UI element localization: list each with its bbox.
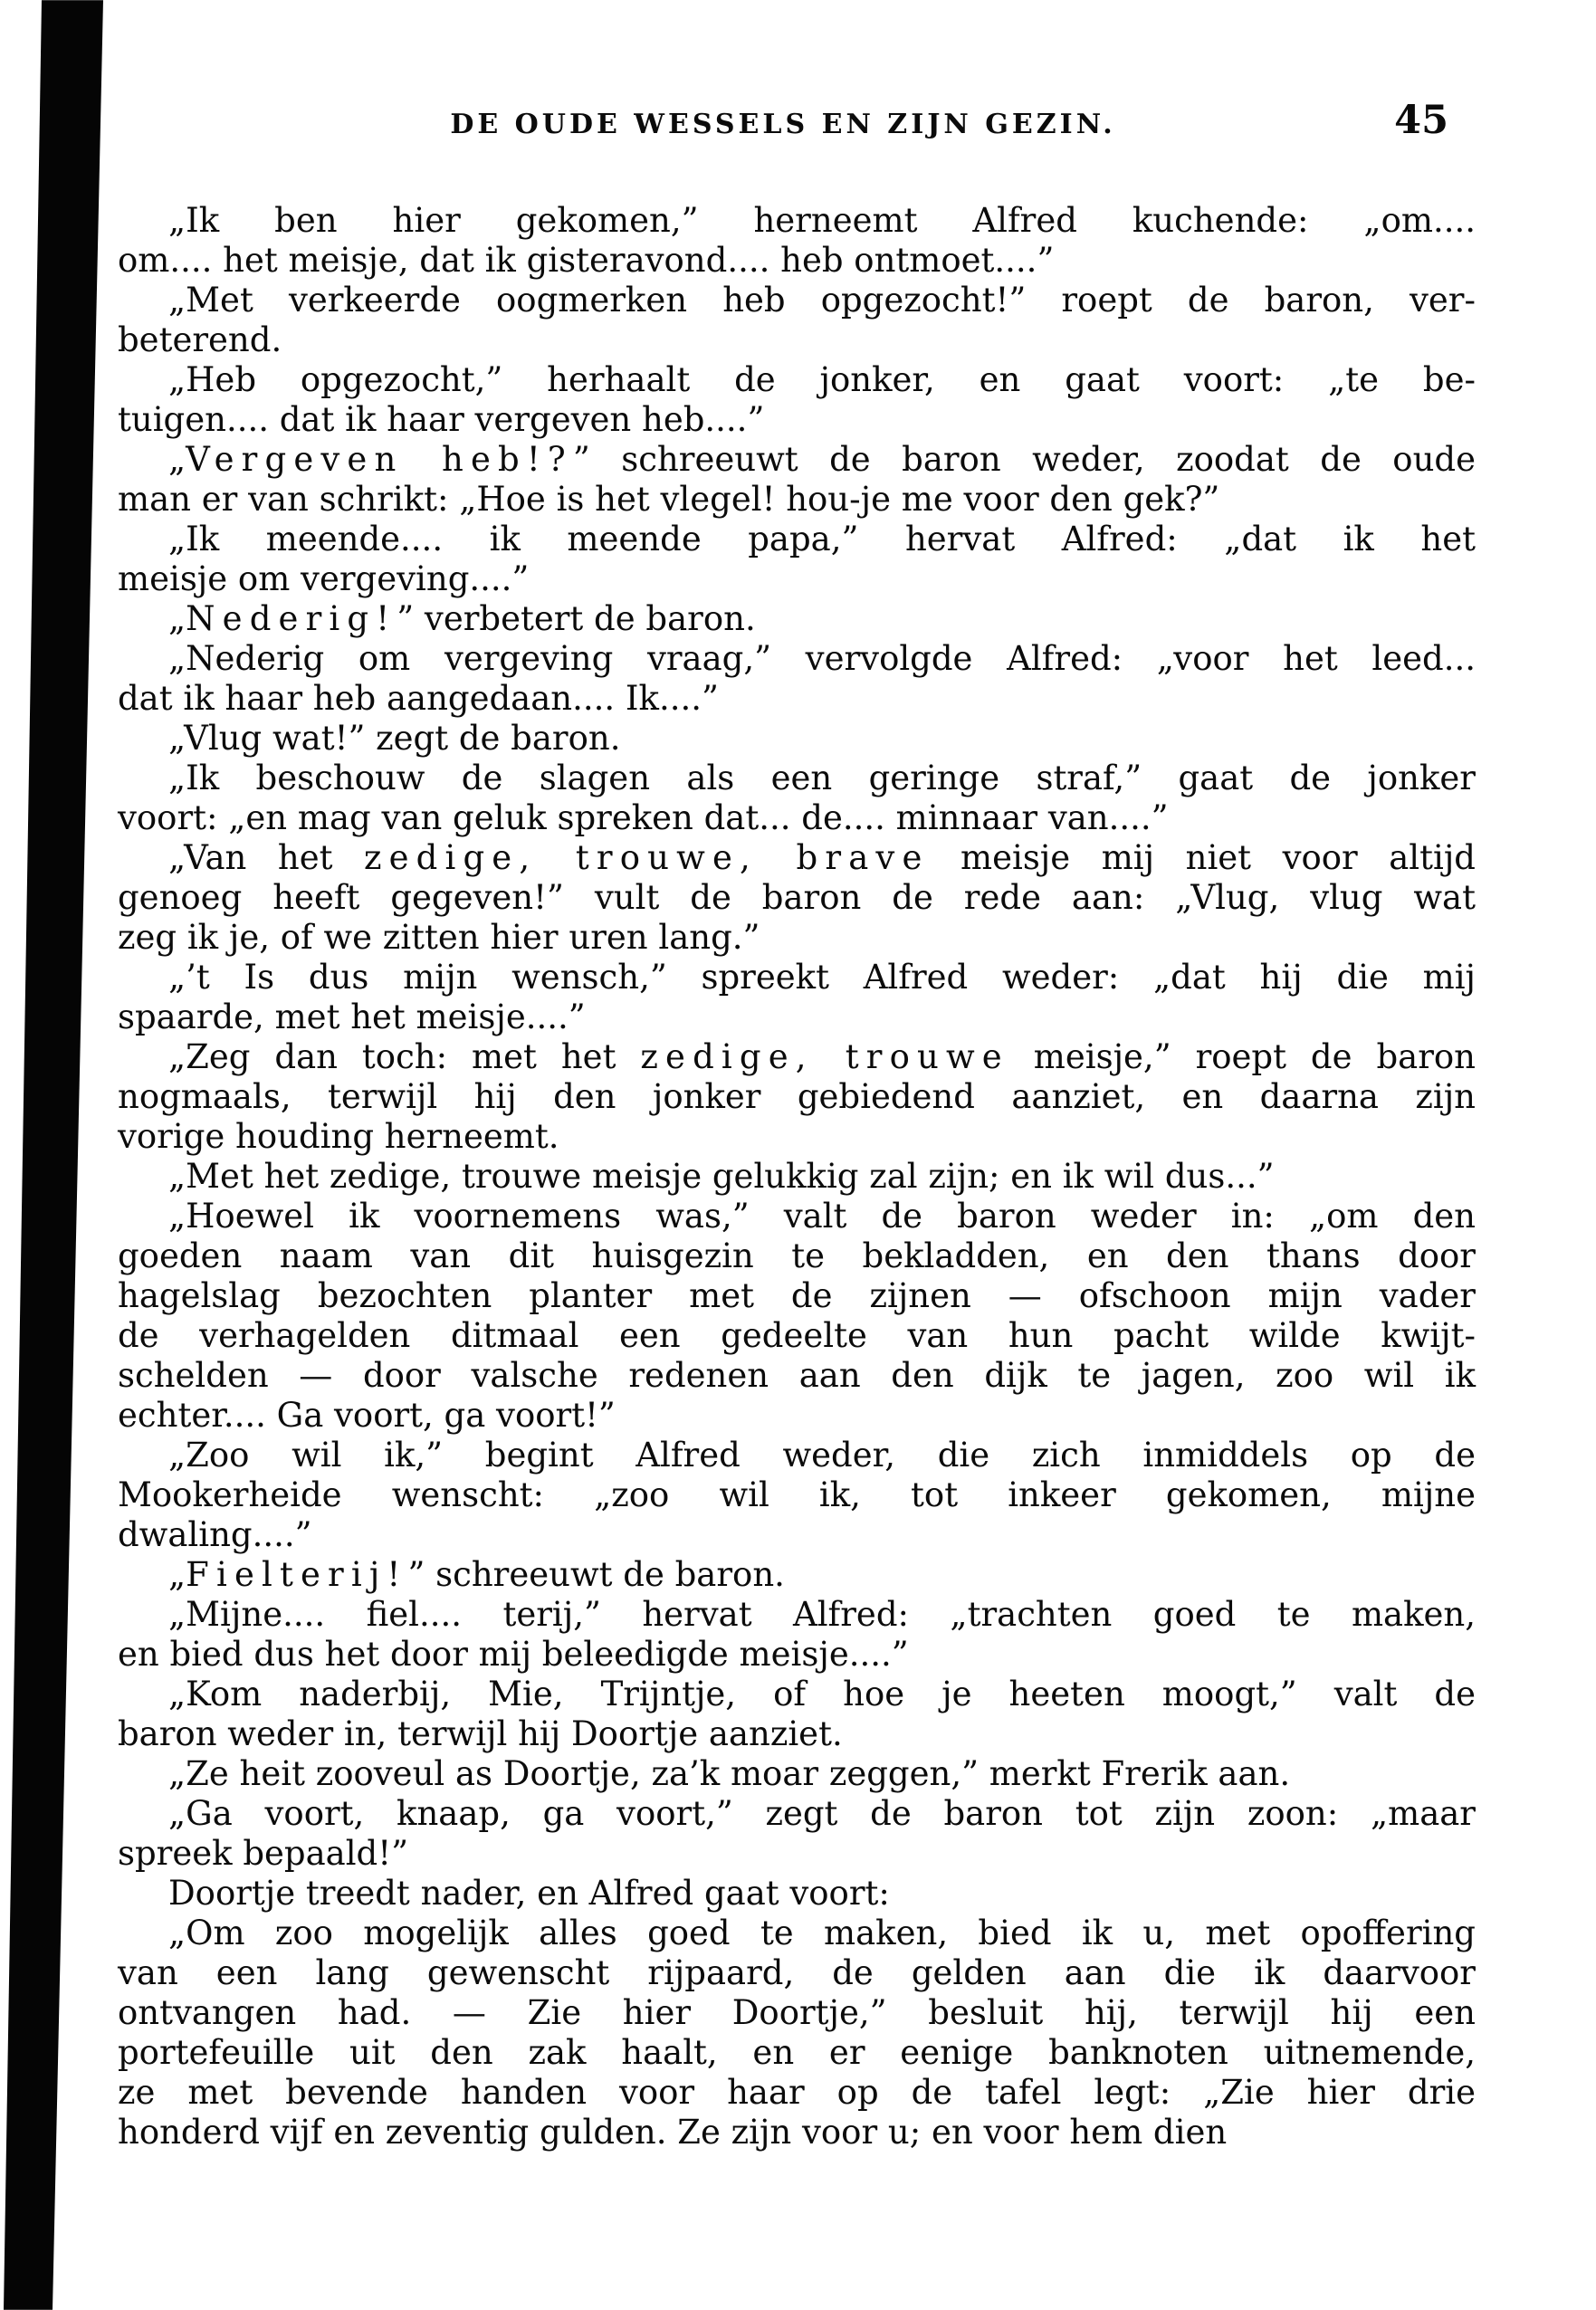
text-line <box>118 440 1476 480</box>
text-segment: ” verbetert de baron. <box>397 599 756 638</box>
paragraph <box>118 1874 1476 1914</box>
text-segment: meisje,” roept de baron <box>1008 1037 1476 1076</box>
text-segment: „Ik meende.... ik meende papa,” hervat Alfred: „dat ik het <box>168 520 1476 558</box>
paragraph <box>118 1914 1476 2152</box>
text-segment: „Met het zedige, trouwe meisje gelukkig zal zijn; en ik wil dus...” <box>168 1157 1275 1196</box>
text-line <box>118 1675 1476 1714</box>
text-line <box>118 360 1476 400</box>
text-segment: echter.... Ga voort, ga voort!” <box>118 1396 616 1435</box>
text-line <box>118 2113 1476 2152</box>
paragraph <box>118 360 1476 440</box>
text-line <box>118 1236 1476 1276</box>
text-line <box>118 2073 1476 2113</box>
text-line <box>118 400 1476 440</box>
text-line <box>118 1356 1476 1396</box>
text-line <box>118 1555 1476 1595</box>
text-line <box>118 1754 1476 1794</box>
text-segment: voort: „en mag van geluk spreken dat... de.... minnaar van....” <box>118 798 1169 837</box>
paragraph <box>118 599 1476 639</box>
text-line <box>118 1794 1476 1834</box>
text-line <box>118 998 1476 1037</box>
paragraph <box>118 520 1476 599</box>
text-line <box>118 719 1476 759</box>
text-segment: beterend. <box>118 320 282 359</box>
text-segment: nogmaals, terwijl hij den jonker gebiedend aanziet, en daarna zijn <box>118 1077 1476 1116</box>
text-line <box>118 1157 1476 1197</box>
paragraph <box>118 1754 1476 1794</box>
text-segment: „Zoo wil ik,” begint Alfred weder, die zich inmiddels op de <box>168 1436 1476 1475</box>
text-line <box>118 559 1476 599</box>
text-segment: „ <box>168 1555 186 1594</box>
paragraph <box>118 1595 1476 1675</box>
text-line <box>118 1436 1476 1475</box>
text-segment: man er van schrikt: „Hoe is het vlegel! hou-je me voor den gek?” <box>118 480 1220 519</box>
letterspaced-text: Nederig! <box>186 599 397 638</box>
text-line <box>118 1993 1476 2033</box>
text-line <box>118 2033 1476 2073</box>
text-segment: tuigen.... dat ik haar vergeven heb....” <box>118 400 765 439</box>
text-segment: „Ik beschouw de slagen als een geringe straf,” gaat de jonker <box>168 759 1476 797</box>
letterspaced-text: Fielterij! <box>186 1555 408 1594</box>
text-segment: ontvangen had. — Zie hier Doortje,” besluit hij, terwijl hij een <box>118 1993 1476 2032</box>
text-segment: honderd vijf en zeventig gulden. Ze zijn voor u; en voor hem dien <box>118 2113 1228 2152</box>
running-header-title: DE OUDE WESSELS EN ZIJN GEZIN. <box>450 109 1116 140</box>
letterspaced-text: Vergeven heb!? <box>186 440 573 479</box>
text-line <box>118 1874 1476 1914</box>
text-line <box>118 1953 1476 1993</box>
text-segment: van een lang gewenscht rijpaard, de gelden aan die ik daarvoor <box>118 1953 1476 1992</box>
text-segment: „Ga voort, knaap, ga voort,” zegt de baron tot zijn zoon: „maar <box>168 1794 1476 1833</box>
text-segment: „Hoewel ik voornemens was,” valt de baron weder in: „om den <box>168 1197 1476 1236</box>
text-line <box>118 1914 1476 1953</box>
letterspaced-text: zedige, trouwe <box>640 1037 1009 1076</box>
text-line <box>118 520 1476 559</box>
text-line <box>118 1714 1476 1754</box>
page-body-text <box>118 201 1476 2152</box>
text-line <box>118 1037 1476 1077</box>
text-segment: Doortje treedt nader, en Alfred gaat voort: <box>168 1874 890 1913</box>
text-line <box>118 201 1476 241</box>
text-segment: portefeuille uit den zak haalt, en er eenige banknoten uitnemende, <box>118 2033 1476 2072</box>
text-line <box>118 679 1476 719</box>
text-segment: „Zeg dan toch: met het <box>168 1037 641 1076</box>
text-line <box>118 599 1476 639</box>
text-segment: om.... het meisje, dat ik gisteravond.... heb ontmoet....” <box>118 241 1055 280</box>
text-segment: „Heb opgezocht,” herhaalt de jonker, en gaat voort: „te be- <box>168 360 1476 399</box>
text-line <box>118 918 1476 958</box>
text-segment: „Om zoo mogelijk alles goed te maken, bied ik u, met opoffering <box>168 1914 1476 1952</box>
text-segment: dat ik haar heb aangedaan.... Ik....” <box>118 679 719 718</box>
paragraph <box>118 1436 1476 1555</box>
text-segment: „Met verkeerde oogmerken heb opgezocht!” roept de baron, ver- <box>168 281 1476 320</box>
text-segment: „ <box>168 599 186 638</box>
paragraph <box>118 838 1476 958</box>
text-segment: zeg ik je, of we zitten hier uren lang.” <box>118 918 760 957</box>
text-line <box>118 798 1476 838</box>
text-segment: en bied dus het door mij beleedigde meisje....” <box>118 1635 909 1674</box>
text-line <box>118 878 1476 918</box>
text-line <box>118 639 1476 679</box>
text-segment: baron weder in, terwijl hij Doortje aanziet. <box>118 1714 843 1753</box>
paragraph <box>118 1037 1476 1157</box>
text-segment: genoeg heeft gegeven!” vult de baron de rede aan: „Vlug, vlug wat <box>118 878 1476 917</box>
paragraph <box>118 281 1476 360</box>
text-segment: „Kom naderbij, Mie, Trijntje, of hoe je heeten moogt,” valt de <box>168 1675 1476 1713</box>
text-line <box>118 480 1476 520</box>
text-segment: spreek bepaald!” <box>118 1834 409 1873</box>
text-segment: „Van het <box>168 838 365 877</box>
text-line <box>118 1834 1476 1874</box>
paragraph <box>118 958 1476 1037</box>
text-segment: ” schreeuwt de baron weder, zoodat de oude <box>572 440 1476 479</box>
text-line <box>118 1117 1476 1157</box>
text-line <box>118 838 1476 878</box>
text-line <box>118 1276 1476 1316</box>
text-line <box>118 1515 1476 1555</box>
page-number: 45 <box>1394 98 1448 143</box>
paragraph <box>118 201 1476 281</box>
paragraph <box>118 1555 1476 1595</box>
text-segment: goeden naam van dit huisgezin te bekladden, en den thans door <box>118 1236 1476 1275</box>
text-segment: spaarde, met het meisje....” <box>118 998 586 1036</box>
paragraph <box>118 1675 1476 1754</box>
text-segment: „’t Is dus mijn wensch,” spreekt Alfred weder: „dat hij die mij <box>168 958 1476 997</box>
text-segment: vorige houding herneemt. <box>118 1117 559 1156</box>
paragraph <box>118 719 1476 759</box>
text-line <box>118 281 1476 320</box>
text-segment: hagelslag bezochten planter met de zijnen — ofschoon mijn vader <box>118 1276 1476 1315</box>
text-segment: „Nederig om vergeving vraag,” vervolgde Alfred: „voor het leed... <box>168 639 1476 678</box>
text-segment: ze met bevende handen voor haar op de tafel legt: „Zie hier drie <box>118 2073 1476 2112</box>
text-line <box>118 1635 1476 1675</box>
text-segment: „Mijne.... fiel.... terij,” hervat Alfred: „trachten goed te maken, <box>168 1595 1476 1634</box>
text-line <box>118 1316 1476 1356</box>
text-segment: dwaling....” <box>118 1515 312 1554</box>
text-segment: „Vlug wat!” zegt de baron. <box>168 719 621 758</box>
text-line <box>118 1475 1476 1515</box>
text-segment: „ <box>168 440 186 479</box>
text-line <box>118 759 1476 798</box>
letterspaced-text: zedige, trouwe, brave <box>364 838 930 877</box>
text-line <box>118 320 1476 360</box>
text-segment: de verhagelden ditmaal een gedeelte van hun pacht wilde kwijt- <box>118 1316 1476 1355</box>
text-segment: schelden — door valsche redenen aan den dijk te jagen, zoo wil ik <box>118 1356 1476 1395</box>
paragraph <box>118 1197 1476 1436</box>
paragraph <box>118 639 1476 719</box>
paragraph <box>118 440 1476 520</box>
paragraph <box>118 1157 1476 1197</box>
text-line <box>118 1396 1476 1436</box>
text-segment: Mookerheide wenscht: „zoo wil ik, tot inkeer gekomen, mijne <box>118 1475 1476 1514</box>
text-line <box>118 1595 1476 1635</box>
text-line <box>118 241 1476 281</box>
text-segment: ” schreeuwt de baron. <box>407 1555 785 1594</box>
text-segment: meisje mij niet voor altijd <box>929 838 1476 877</box>
book-binding-shadow <box>0 0 118 2310</box>
text-line <box>118 958 1476 998</box>
text-segment: „Ik ben hier gekomen,” herneemt Alfred kuchende: „om.... <box>168 201 1476 240</box>
text-line <box>118 1077 1476 1117</box>
paragraph <box>118 759 1476 838</box>
paragraph <box>118 1794 1476 1874</box>
text-segment: „Ze heit zooveul as Doortje, za’k moar zeggen,” merkt Frerik aan. <box>168 1754 1291 1793</box>
text-line <box>118 1197 1476 1236</box>
text-segment: meisje om vergeving....” <box>118 559 530 598</box>
